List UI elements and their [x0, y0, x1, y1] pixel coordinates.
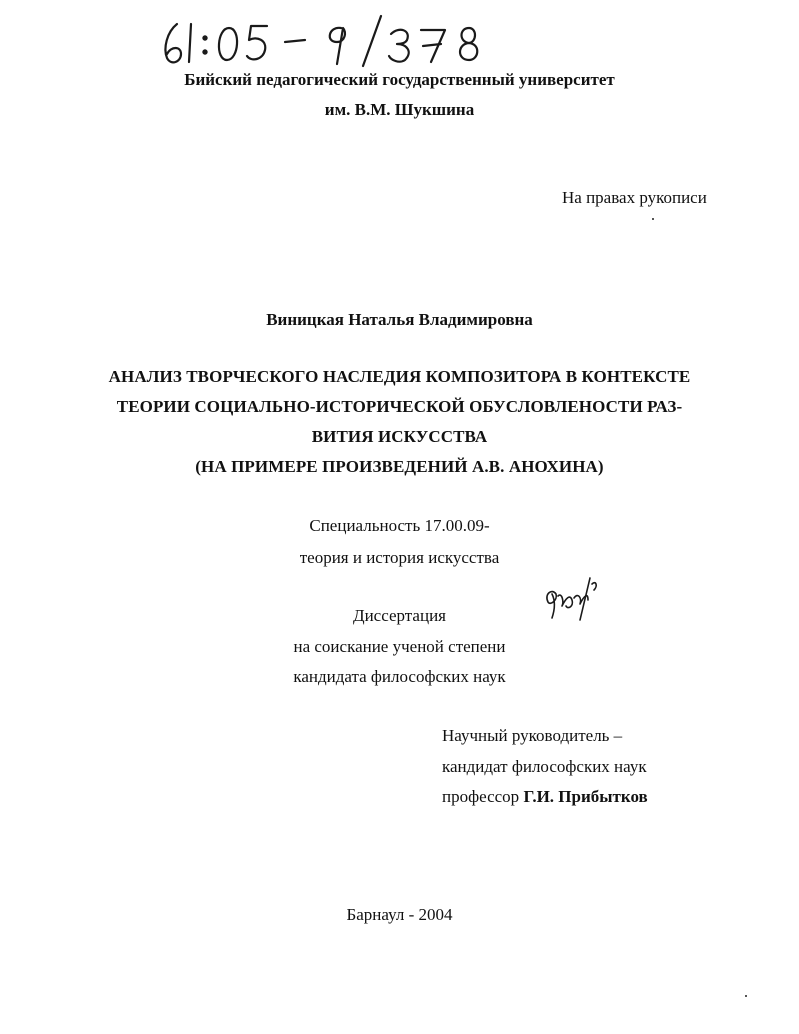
title-line-3: ВИТИЯ ИСКУССТВА: [311, 427, 488, 446]
title-line-1: АНАЛИЗ ТВОРЧЕСКОГО НАСЛЕДИЯ КОМПОЗИТОРА В КОНТЕКСТЕ: [108, 367, 691, 386]
city-year: Барнаул - 2004: [346, 905, 453, 924]
dissertation-degree: кандидата философских наук: [293, 667, 506, 686]
supervisor-label: Научный руководитель –: [442, 726, 623, 745]
dissertation-label: Диссертация: [352, 606, 446, 625]
handwritten-signature: [542, 572, 602, 624]
author-name: Виницкая Наталья Владимировна: [266, 310, 533, 329]
scan-speck: [652, 218, 654, 220]
university-dedication: им. В.М. Шукшина: [324, 100, 475, 119]
supervisor-name: Г.И. Прибытков: [523, 787, 648, 806]
title-line-4: (НА ПРИМЕРЕ ПРОИЗВЕДЕНИЙ А.В. АНОХИНА): [195, 457, 604, 476]
scan-speck: [745, 995, 747, 997]
university-name: Бийский педагогический государственный университет: [184, 70, 615, 89]
supervisor-name-line: [442, 787, 648, 807]
specialty-code: Специальность 17.00.09-: [309, 516, 490, 535]
supervisor-degree: кандидат философских наук: [442, 757, 647, 776]
supervisor-title: профессор: [442, 787, 524, 806]
title-line-2: ТЕОРИИ СОЦИАЛЬНО-ИСТОРИЧЕСКОЙ ОБУСЛОВЛЕНОСТИ РАЗ-: [116, 397, 683, 416]
dissertation-purpose: на соискание ученой степени: [293, 637, 506, 656]
specialty-name: теория и история искусства: [299, 548, 500, 567]
handwritten-shelfmark: [155, 10, 495, 70]
rights-note: На правах рукописи: [562, 188, 707, 207]
